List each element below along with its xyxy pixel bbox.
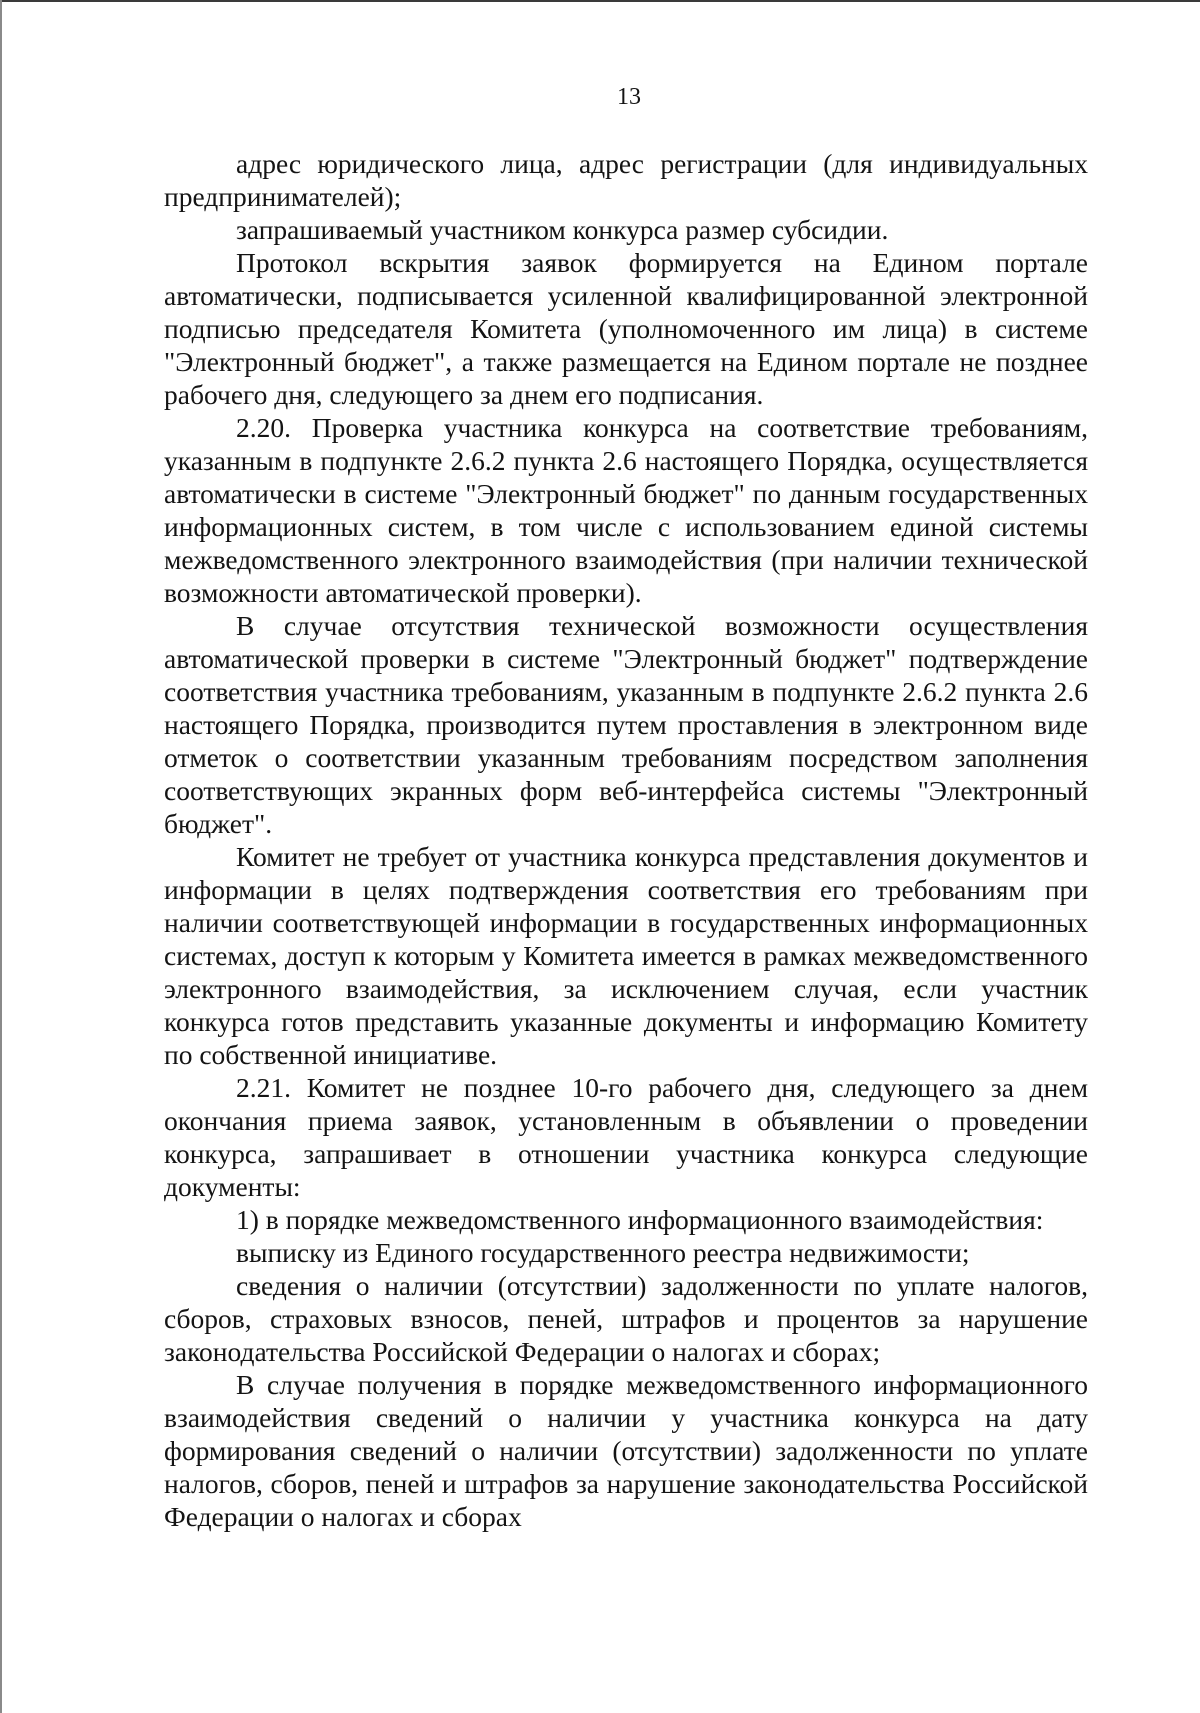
scan-edge-top [0, 0, 1200, 2]
scan-edge-left [0, 0, 2, 1713]
paragraph-no-technical-possibility: В случае отсутствия технической возможности осуществления автоматической проверки в системе "Электронный бюджет" подтверждение соответствия участника требованиям, указанным в подпункте 2.6.2 пункта 2.6 настоящего Порядка, производится путем проставления в электронном виде отметок о соответствии указанным требованиям посредством заполнения соответствующих экранных форм веб-интерфейса системы "Электронный бюджет". [164, 610, 1088, 839]
paragraph-committee-not-require: Комитет не требует от участника конкурса представления документов и информации в целях подтверждения соответствия его требованиям при наличии соответствующей информации в государственных информационных системах, доступ к которым у Комитета имеется в рамках межведомственного электронного взаимодействия, за исключением случая, если участник конкурса готов представить указанные документы и информацию Комитету по собственной инициативе. [164, 841, 1088, 1070]
page-number: 13 [617, 84, 641, 110]
paragraph-tax-debt: сведения о наличии (отсутствии) задолженности по уплате налогов, сборов, страховых взносов, пеней, штрафов и процентов за нарушение законодательства Российской Федерации о налогах и сборах; [164, 1270, 1088, 1367]
paragraph-debt-received: В случае получения в порядке межведомственного информационного взаимодействия сведений о наличии у участника конкурса на дату формирования сведений о наличии (отсутствии) задолженности по уплате налогов, сборов, пеней и штрафов за нарушение законодательства Российской Федерации о налогах и сборах [164, 1369, 1088, 1532]
paragraph-interagency: 1) в порядке межведомственного информационного взаимодействия: [236, 1204, 1044, 1235]
paragraph-address: адрес юридического лица, адрес регистрации (для индивидуальных предпринимателей); [164, 148, 1088, 212]
paragraph-2-21: 2.21. Комитет не позднее 10-го рабочего дня, следующего за днем окончания приема заявок, установленным в объявлении о проведении конкурса, запрашивает в отношении участника конкурса следующие документы: [164, 1072, 1088, 1202]
body-text [164, 147, 1088, 1533]
paragraph-subsidy-amount: запрашиваемый участником конкурса размер субсидии. [236, 214, 889, 245]
paragraph-2-20: 2.20. Проверка участника конкурса на соответствие требованиям, указанным в подпункте 2.6.2 пункта 2.6 настоящего Порядка, осуществляется автоматически в системе "Электронный бюджет" по данным государственных информационных систем, в том числе с использованием единой системы межведомственного электронного взаимодействия (при наличии технической возможности автоматической проверки). [164, 412, 1088, 608]
paragraph-egrn-extract: выписку из Единого государственного реестра недвижимости; [236, 1237, 970, 1268]
paragraph-protocol: Протокол вскрытия заявок формируется на Едином портале автоматически, подписывается усиленной квалифицированной электронной подписью председателя Комитета (уполномоченного им лица) в системе "Электронный бюджет", а также размещается на Едином портале не позднее рабочего дня, следующего за днем его подписания. [164, 247, 1088, 410]
